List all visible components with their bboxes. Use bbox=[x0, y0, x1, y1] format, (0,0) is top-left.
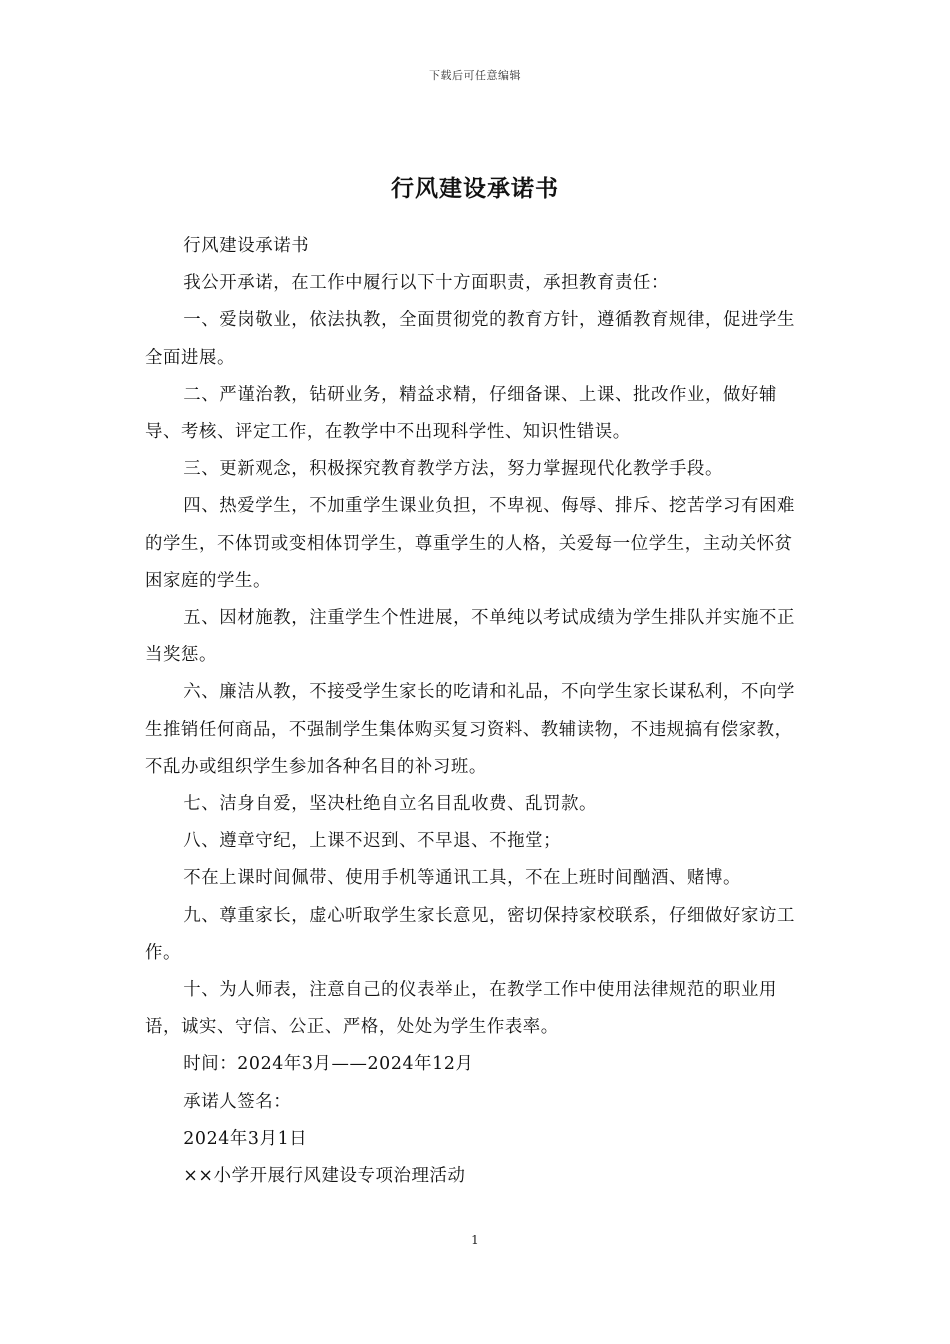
document-title: 行风建设承诺书 bbox=[391, 175, 559, 203]
sign-date-line: 2024年3月1日 bbox=[183, 1128, 308, 1149]
document-body bbox=[145, 228, 807, 1195]
body-paragraph: 行风建设承诺书 bbox=[183, 236, 310, 256]
body-paragraph: 三、更新观念，积极探究教育教学方法，努力掌握现代化教学手段。 bbox=[183, 459, 723, 480]
body-paragraph: 七、洁身自爱，坚决杜绝自立名目乱收费、乱罚款。 bbox=[183, 794, 598, 815]
body-paragraph: 九、尊重家长，虚心听取学生家长意见，密切保持家校联系，仔细做好家访工作。 bbox=[145, 905, 795, 963]
body-paragraph: 五、因材施教，注重学生个性进展，不单纯以考试成绩为学生排队并实施不正当奖惩。 bbox=[145, 608, 795, 666]
body-paragraph: 六、廉洁从教，不接受学生家长的吃请和礼品，不向学生家长谋私利，不向学生推销任何商品，不强制学生集体购买复习资料、教辅读物，不违规搞有偿家教，不乱办或组织学生参加各种名目的补习班。 bbox=[145, 682, 795, 777]
body-paragraph: 八、遵章守纪，上课不迟到、不早退、不拖堂； bbox=[183, 831, 562, 852]
body-paragraph: 我公开承诺，在工作中履行以下十方面职责，承担教育责任： bbox=[183, 273, 670, 294]
body-paragraph: 不在上课时间佩带、使用手机等通讯工具，不在上班时间酗酒、赌博。 bbox=[183, 868, 741, 889]
page-number: 1 bbox=[471, 1233, 479, 1247]
body-paragraph: 四、热爱学生，不加重学生课业负担，不卑视、侮辱、排斥、挖苦学习有困难的学生，不体罚或变相体罚学生，尊重学生的人格，关爱每一位学生，主动关怀贫困家庭的学生。 bbox=[145, 496, 795, 591]
header-note: 下载后可任意编辑 bbox=[429, 69, 521, 82]
body-paragraph: 十、为人师表，注意自己的仪表举止，在教学工作中使用法律规范的职业用语，诚实、守信、公正、严格，处处为学生作表率。 bbox=[145, 980, 777, 1038]
body-paragraph: 一、爱岗敬业，依法执教，全面贯彻党的教育方针，遵循教育规律，促进学生全面进展。 bbox=[145, 310, 795, 368]
section-heading: ××小学开展行风建设专项治理活动 bbox=[183, 1166, 466, 1187]
date-range-line: 时间：2024年3月——2024年12月 bbox=[183, 1054, 474, 1075]
signature-line: 承诺人签名： bbox=[183, 1091, 292, 1112]
body-paragraph: 二、严谨治教，钻研业务，精益求精，仔细备课、上课、批改作业，做好辅导、考核、评定工作，在教学中不出现科学性、知识性错误。 bbox=[145, 384, 777, 443]
